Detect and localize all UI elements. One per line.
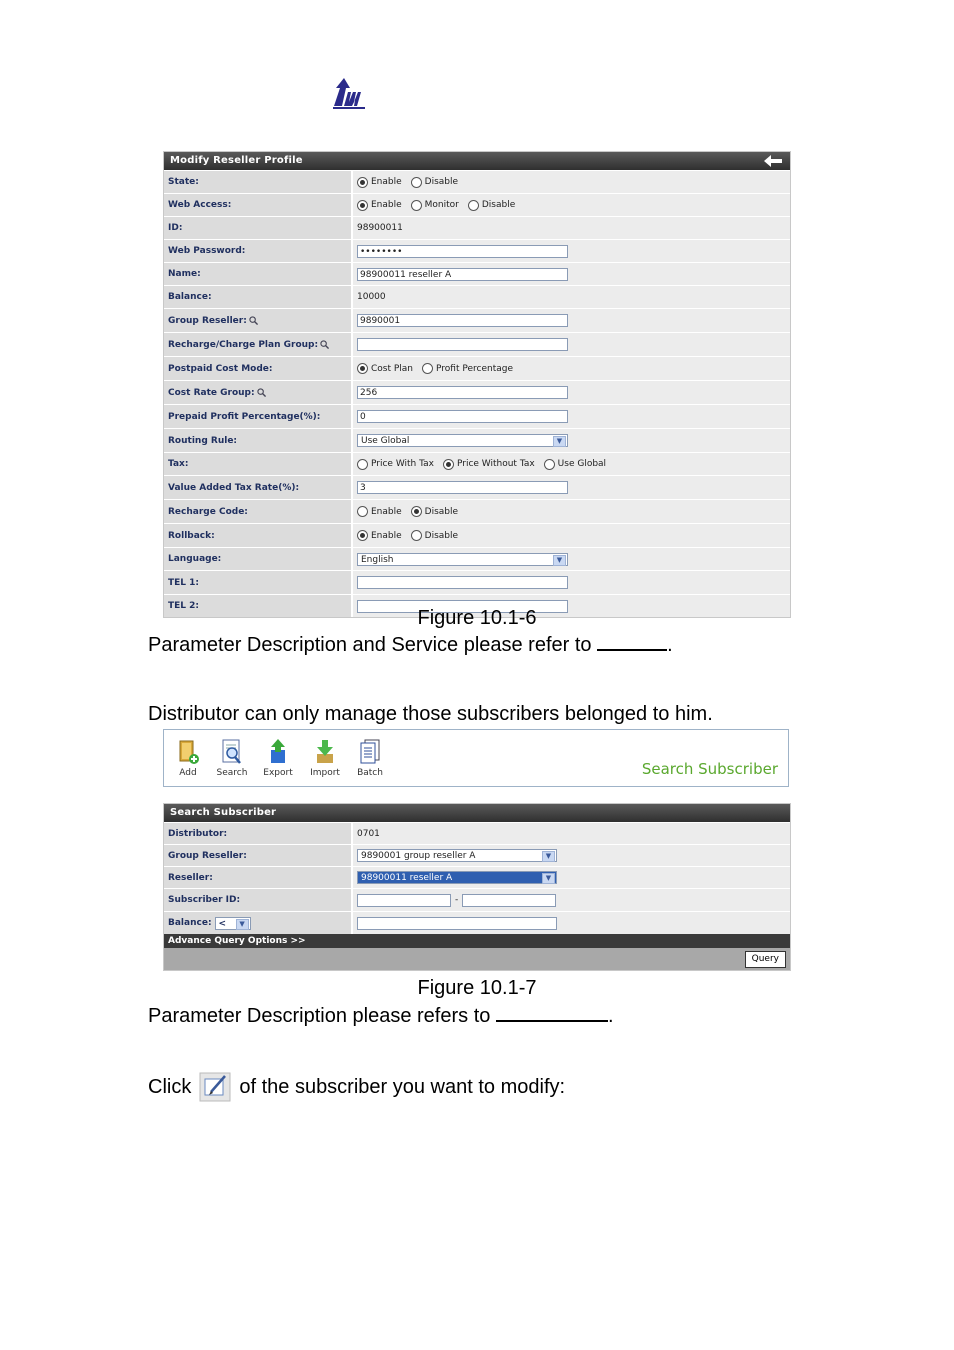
label-search-balance: Balance: [168, 918, 212, 928]
modify-reseller-profile-panel [163, 151, 791, 618]
radio-web-disable-button[interactable] [468, 200, 479, 211]
routing-rule-select[interactable]: Use Global ▼ [357, 434, 568, 447]
advance-query-options-link[interactable]: Advance Query Options >> [164, 934, 790, 948]
label-id: ID: [164, 217, 353, 239]
radio-recharge-enable-button[interactable] [357, 506, 368, 517]
search-button[interactable]: Search [212, 738, 252, 778]
company-logo [330, 78, 368, 110]
reseller-select[interactable]: 98900011 reseller A ▼ [357, 871, 557, 884]
chevron-down-icon[interactable]: ▼ [542, 851, 555, 862]
radio-recharge-disable[interactable]: Disable [411, 506, 458, 517]
name-input[interactable]: 98900011 reseller A [357, 268, 568, 281]
row-id [164, 216, 790, 239]
vat-input[interactable]: 3 [357, 481, 568, 494]
row-distributor [164, 822, 790, 844]
value-distributor: 0701 [353, 823, 790, 844]
panel-header [164, 152, 790, 170]
radio-web-enable-button[interactable] [357, 200, 368, 211]
chevron-down-icon[interactable]: ▼ [542, 873, 555, 884]
search-subscriber-panel [163, 803, 791, 971]
label-reseller: Reseller: [164, 867, 353, 888]
radio-rollback-disable[interactable]: Disable [411, 530, 458, 541]
language-select[interactable]: English ▼ [357, 553, 568, 566]
label-routing-rule: Routing Rule: [164, 429, 353, 452]
row-web-access [164, 193, 790, 216]
radio-use-global-button[interactable] [544, 459, 555, 470]
search-icon [219, 738, 245, 766]
row-tax [164, 452, 790, 475]
paragraph-param-desc-1: Parameter Description and Service please refer to . [148, 634, 673, 656]
radio-web-monitor-button[interactable] [411, 200, 422, 211]
chevron-down-icon[interactable]: ▼ [236, 919, 249, 930]
row-cost-rate [164, 380, 790, 404]
edit-icon [199, 1072, 231, 1102]
group-reseller-input[interactable]: 9890001 [357, 314, 568, 327]
row-group-reseller [164, 308, 790, 332]
label-cost-rate: Cost Rate Group: [168, 387, 255, 398]
export-button[interactable]: Export [258, 738, 298, 778]
web-password-input[interactable]: •••••••• [357, 245, 568, 258]
subscriber-id-to-input[interactable] [462, 894, 556, 907]
row-reseller [164, 866, 790, 888]
balance-input[interactable] [357, 917, 557, 930]
radio-profit-percentage[interactable]: Profit Percentage [422, 363, 513, 374]
batch-button[interactable]: Batch [350, 738, 390, 778]
label-balance: Balance: [164, 286, 353, 308]
row-vat [164, 475, 790, 499]
label-search-balance-cell [164, 912, 353, 934]
row-recharge-plan [164, 332, 790, 356]
label-recharge-code: Recharge Code: [164, 500, 353, 523]
radio-state-disable-button[interactable] [411, 177, 422, 188]
toolbar-page-title: Search Subscriber [641, 760, 778, 778]
radio-web-monitor[interactable]: Monitor [411, 200, 459, 211]
label-language: Language: [164, 548, 353, 570]
figure-caption-6: Figure 10.1-6 [417, 607, 537, 629]
radio-rollback-enable-button[interactable] [357, 530, 368, 541]
figure-caption-7: Figure 10.1-7 [417, 977, 537, 999]
label-group-reseller-cell [164, 309, 353, 332]
subscriber-toolbar [163, 729, 789, 787]
subscriber-id-from-input[interactable] [357, 894, 451, 907]
radio-price-with-tax[interactable]: Price With Tax [357, 459, 434, 470]
radio-cost-plan-button[interactable] [357, 363, 368, 374]
label-prepaid-profit: Prepaid Profit Percentage(%): [164, 405, 353, 428]
label-tel1: TEL 1: [164, 571, 353, 594]
prepaid-profit-input[interactable]: 0 [357, 410, 568, 423]
radio-web-enable[interactable]: Enable [357, 200, 402, 211]
label-web-password: Web Password: [164, 240, 353, 262]
radio-state-disable[interactable]: Disable [411, 177, 458, 188]
search-magnifier-icon[interactable] [320, 340, 329, 349]
label-name: Name: [164, 263, 353, 285]
chevron-down-icon[interactable]: ▼ [553, 436, 566, 447]
row-balance [164, 285, 790, 308]
export-icon [265, 738, 291, 766]
row-recharge-code [164, 499, 790, 523]
tel1-input[interactable] [357, 576, 568, 589]
import-icon [312, 738, 338, 766]
radio-state-enable-button[interactable] [357, 177, 368, 188]
radio-price-without-tax[interactable]: Price Without Tax [443, 459, 535, 470]
paragraph-param-desc-2: Parameter Description please refers to . [148, 1005, 614, 1027]
row-name [164, 262, 790, 285]
row-subscriber-id [164, 888, 790, 911]
label-recharge-plan-cell [164, 333, 353, 356]
label-group-reseller: Group Reseller: [168, 315, 247, 326]
label-cost-rate-cell [164, 381, 353, 404]
row-tel1 [164, 570, 790, 594]
radio-cost-plan[interactable]: Cost Plan [357, 363, 413, 374]
radio-web-disable[interactable]: Disable [468, 200, 515, 211]
radio-use-global[interactable]: Use Global [544, 459, 606, 470]
reference-blank [597, 649, 667, 651]
label-tel2: TEL 2: [164, 595, 353, 617]
radio-profit-percentage-button[interactable] [422, 363, 433, 374]
row-search-group-reseller [164, 844, 790, 866]
reference-blank [496, 1020, 608, 1022]
label-tax: Tax: [164, 453, 353, 475]
row-postpaid-mode [164, 356, 790, 380]
recharge-plan-input[interactable] [357, 338, 568, 351]
radio-price-without-tax-button[interactable] [443, 459, 454, 470]
chevron-down-icon[interactable]: ▼ [553, 555, 566, 566]
search-panel-header: Search Subscriber [164, 804, 790, 822]
row-rollback [164, 523, 790, 547]
value-id: 98900011 [353, 217, 790, 239]
radio-rollback-enable[interactable]: Enable [357, 530, 402, 541]
import-button[interactable]: Import [305, 738, 345, 778]
add-icon [175, 738, 201, 766]
radio-recharge-enable[interactable]: Enable [357, 506, 402, 517]
query-button[interactable]: Query [745, 951, 786, 968]
label-search-group-reseller: Group Reseller: [164, 845, 353, 866]
row-search-balance [164, 911, 790, 934]
range-separator: - [455, 895, 459, 905]
panel-title: Modify Reseller Profile [170, 155, 303, 166]
cost-rate-input[interactable]: 256 [357, 386, 568, 399]
paragraph-distributor: Distributor can only manage those subscribers belonged to him. [148, 703, 713, 725]
group-reseller-select[interactable]: 9890001 group reseller A ▼ [357, 849, 557, 862]
row-state [164, 170, 790, 193]
label-recharge-plan: Recharge/Charge Plan Group: [168, 339, 319, 350]
back-arrow-icon[interactable] [764, 155, 782, 167]
search-panel-footer [164, 948, 790, 970]
radio-price-with-tax-button[interactable] [357, 459, 368, 470]
paragraph-click-modify: Click of the subscriber you want to modify: [148, 1072, 565, 1102]
label-state: State: [164, 171, 353, 193]
label-distributor: Distributor: [164, 823, 353, 844]
search-magnifier-icon[interactable] [249, 316, 258, 325]
add-button[interactable]: Add [168, 738, 208, 778]
label-rollback: Rollback: [164, 524, 353, 547]
balance-operator-select[interactable]: < ▼ [215, 917, 251, 930]
radio-state-enable[interactable]: Enable [357, 177, 402, 188]
label-postpaid-mode: Postpaid Cost Mode: [164, 357, 353, 380]
value-balance: 10000 [353, 286, 790, 308]
row-language [164, 547, 790, 570]
label-web-access: Web Access: [164, 194, 353, 216]
row-web-password [164, 239, 790, 262]
radio-rollback-disable-button[interactable] [411, 530, 422, 541]
label-vat: Value Added Tax Rate(%): [164, 476, 353, 499]
search-magnifier-icon[interactable] [257, 388, 266, 397]
radio-recharge-disable-button[interactable] [411, 506, 422, 517]
label-subscriber-id: Subscriber ID: [164, 889, 353, 911]
row-routing-rule [164, 428, 790, 452]
batch-icon [357, 738, 383, 766]
row-prepaid-profit [164, 404, 790, 428]
